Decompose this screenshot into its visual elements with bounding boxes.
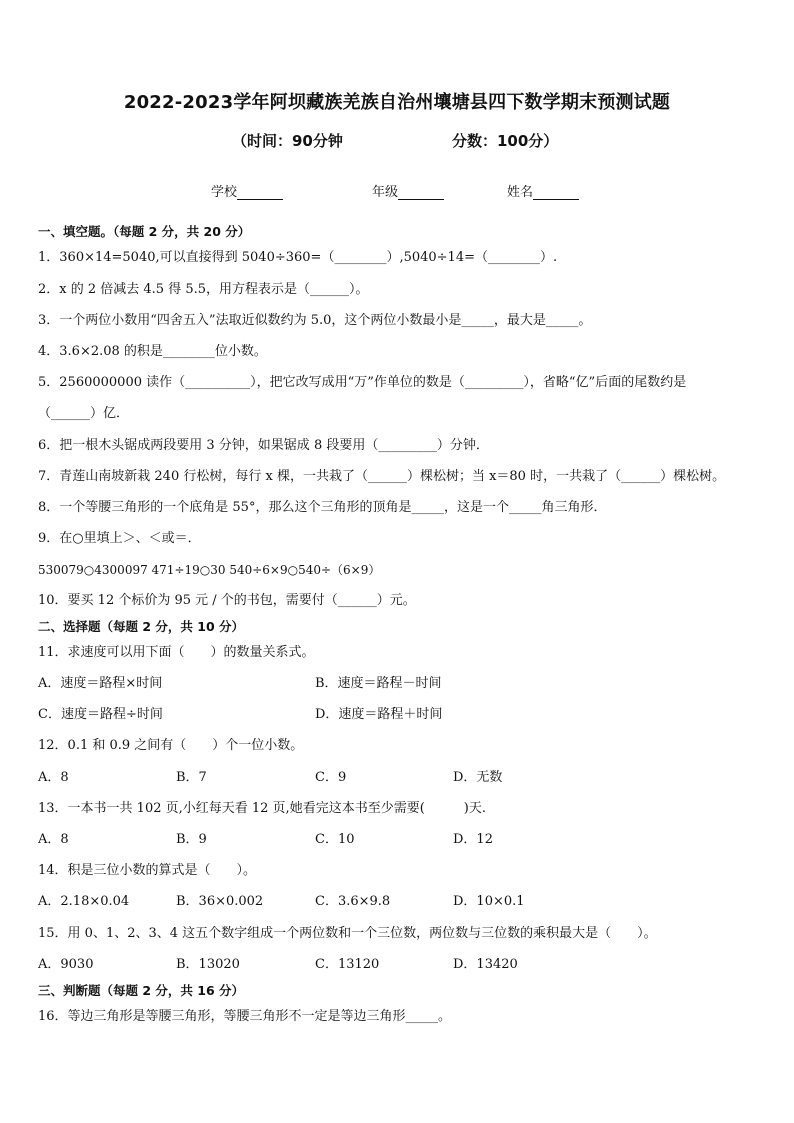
exam-time: （时间：90分钟 (232, 132, 343, 150)
question-9-items: 530079○4300097 471÷19○30 540÷6×9○540÷（6×9） (38, 563, 381, 577)
section-choice: 二、选择题（每题 2 分，共 10 分） (38, 619, 245, 634)
question-13: 13．一本书一共 102 页,小红每天看 12 页,她看完这本书至少需要( )天. (38, 801, 486, 816)
q15-option-a: A．9030 (38, 957, 94, 972)
q12-option-b: B．7 (176, 770, 207, 785)
q15-option-d: D．13420 (453, 957, 518, 972)
name-blank (533, 186, 579, 200)
question-11: 11．求速度可以用下面（ ）的数量关系式。 (38, 645, 315, 660)
grade-field (372, 181, 444, 200)
grade-label: 年级 (372, 185, 399, 200)
question-9: 9．在○里填上＞、＜或＝． (38, 531, 201, 546)
q13-option-d: D．12 (453, 832, 493, 847)
question-15: 15．用 0、1、2、3、4 这五个数字组成一个两位数和一个三位数，两位数与三位数的乘积最大是（ ）。 (38, 926, 657, 941)
page-title: 2022-2023学年阿坝藏族羌族自治州壤塘县四下数学期末预测试题 (123, 92, 671, 113)
question-1: 1．360×14=5040,可以直接得到 5040÷360=（________）,5040÷14=（________）. (38, 250, 558, 265)
question-7: 7．青莲山南坡新栽 240 行松树，每行 x 棵，一共栽了（______）棵松树；当 x＝80 时，一共栽了（______）棵松树。 (38, 469, 726, 484)
q14-option-a: A．2.18×0.04 (38, 894, 130, 909)
question-14: 14．积是三位小数的算式是（ ）。 (38, 863, 257, 878)
q11-option-a: A．速度＝路程×时间 (38, 676, 163, 691)
question-16: 16．等边三角形是等腰三角形，等腰三角形不一定是等边三角形_____。 (38, 1009, 452, 1024)
question-4: 4．3.6×2.08 的积是________位小数。 (38, 344, 267, 359)
question-5-continued: （______）亿． (38, 406, 130, 421)
question-12: 12．0.1 和 0.9 之间有（ ）个一位小数。 (38, 738, 304, 753)
question-5: 5．2560000000 读作（__________），把它改写成用“万”作单位的数是（_________），省略“亿”后面的尾数约是 (38, 375, 687, 390)
q11-option-c: C．速度＝路程÷时间 (38, 707, 163, 722)
grade-blank (398, 186, 444, 200)
section-judgement: 三、判断题（每题 2 分，共 16 分） (38, 983, 245, 998)
name-field (507, 181, 579, 200)
school-label: 学校 (211, 185, 238, 200)
question-2: 2．x 的 2 倍减去 4.5 得 5.5，用方程表示是（______）。 (38, 282, 369, 297)
q12-option-c: C．9 (315, 770, 347, 785)
school-blank (237, 186, 283, 200)
q13-option-c: C．10 (315, 832, 355, 847)
section-fill-blank: 一、填空题。（每题 2 分，共 20 分） (38, 224, 251, 239)
q15-option-c: C．13120 (315, 957, 380, 972)
q11-option-d: D．速度＝路程＋时间 (315, 707, 443, 722)
exam-score: 分数：100分） (452, 132, 559, 150)
q12-option-a: A．8 (38, 770, 69, 785)
q14-option-b: B．36×0.002 (176, 894, 264, 909)
q11-option-b: B．速度＝路程－时间 (315, 676, 442, 691)
q14-option-c: C．3.6×9.8 (315, 894, 391, 909)
q13-option-a: A．8 (38, 832, 69, 847)
question-3: 3．一个两位小数用“四舍五入”法取近似数约为 5.0，这个两位小数最小是_____，最大是_____。 (38, 313, 592, 328)
question-8: 8．一个等腰三角形的一个底角是 55°，那么这个三角形的顶角是_____，这是一个_____角三角形． (38, 500, 607, 515)
q14-option-d: D．10×0.1 (453, 894, 525, 909)
school-field (211, 181, 283, 200)
q15-option-b: B．13020 (176, 957, 240, 972)
question-6: 6．把一根木头锯成两段要用 3 分钟，如果锯成 8 段要用（_________）分钟． (38, 438, 489, 453)
question-10: 10．要买 12 个标价为 95 元 / 个的书包，需要付（______）元。 (38, 593, 416, 608)
name-label: 姓名 (507, 185, 534, 200)
q13-option-b: B．9 (176, 832, 207, 847)
q12-option-d: D．无数 (453, 770, 503, 785)
